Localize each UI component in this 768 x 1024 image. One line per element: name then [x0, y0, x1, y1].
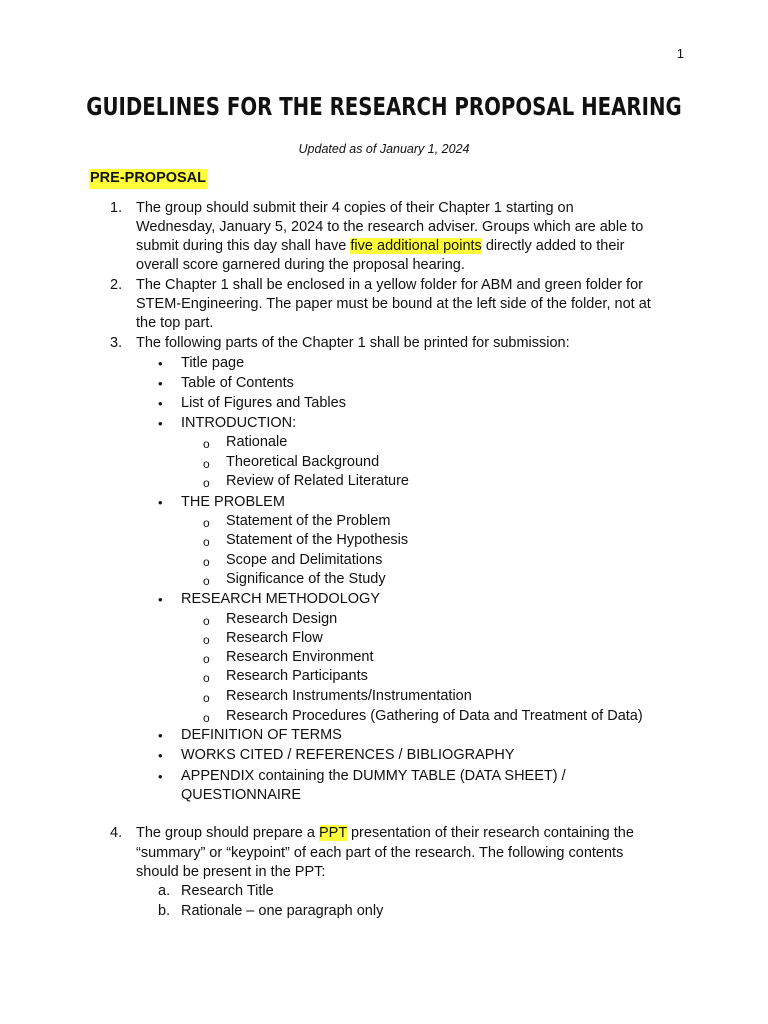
sub-list-item: Scope and Delimitations — [226, 552, 383, 568]
list-item: Title page — [181, 355, 245, 371]
sub-list-item: Research Participants — [226, 668, 368, 684]
bullet-marker: • — [158, 592, 163, 607]
bullet-marker: • — [158, 356, 163, 371]
item-number: 3. — [110, 335, 123, 351]
section-heading: PRE-PROPOSAL — [89, 169, 207, 189]
item-text-line: Wednesday, January 5, 2024 to the research adviser. Groups which are able to — [136, 219, 644, 235]
sub-bullet-marker: o — [203, 535, 210, 549]
bullet-marker: • — [158, 748, 163, 763]
sub-item-letter: a. — [158, 883, 171, 899]
sub-list-item: Statement of the Problem — [226, 513, 391, 529]
sub-bullet-marker: o — [203, 614, 210, 628]
item-text-line: The following parts of the Chapter 1 shall be printed for submission: — [136, 335, 570, 351]
sub-list-item: Significance of the Study — [226, 571, 386, 587]
sub-bullet-marker: o — [203, 516, 210, 530]
list-item: APPENDIX containing the DUMMY TABLE (DATA SHEET) / — [181, 768, 566, 784]
sub-bullet-marker: o — [203, 633, 210, 647]
bullet-marker: • — [158, 728, 163, 743]
item-text-line: “summary” or “keypoint” of each part of the research. The following contents — [136, 845, 624, 861]
updated-date: Updated as of January 1, 2024 — [298, 142, 470, 156]
item-number: 1. — [110, 200, 123, 216]
item-text-line: STEM-Engineering. The paper must be bound at the left side of the folder, not at — [136, 296, 651, 312]
sub-list-item: Theoretical Background — [226, 454, 380, 470]
sub-list-item: Rationale — [226, 434, 288, 450]
sub-bullet-marker: o — [203, 711, 210, 725]
list-item: DEFINITION OF TERMS — [181, 727, 342, 743]
highlighted-text: PPT — [319, 825, 347, 841]
sub-list-item: Research Flow — [226, 630, 323, 646]
item-text-line: The Chapter 1 shall be enclosed in a yellow folder for ABM and green folder for — [136, 277, 643, 293]
list-item: WORKS CITED / REFERENCES / BIBLIOGRAPHY — [181, 747, 515, 763]
sub-list-item: Statement of the Hypothesis — [226, 532, 409, 548]
sub-bullet-marker: o — [203, 457, 210, 471]
list-item: RESEARCH METHODOLOGY — [181, 591, 380, 607]
sub-item-text: Research Title — [181, 883, 274, 899]
item-number: 4. — [110, 825, 123, 841]
sub-bullet-marker: o — [203, 652, 210, 666]
bullet-marker: • — [158, 769, 163, 784]
item-text-line: submit during this day shall have five additional points directly added to their — [136, 238, 625, 254]
sub-list-item: Research Design — [226, 611, 338, 627]
sub-item-letter: b. — [158, 903, 171, 919]
list-item: THE PROBLEM — [181, 494, 285, 510]
list-item-continuation: QUESTIONNAIRE — [181, 787, 302, 803]
sub-list-item: Research Instruments/Instrumentation — [226, 688, 472, 704]
bullet-marker: • — [158, 376, 163, 391]
sub-bullet-marker: o — [203, 555, 210, 569]
item-text-line: overall score garnered during the proposal hearing. — [136, 257, 465, 273]
sub-bullet-marker: o — [203, 574, 210, 588]
bullet-marker: • — [158, 396, 163, 411]
sub-bullet-marker: o — [203, 671, 210, 685]
sub-list-item: Research Environment — [226, 649, 374, 665]
list-item: List of Figures and Tables — [181, 395, 346, 411]
page-number: 1 — [676, 46, 684, 61]
bullet-marker: • — [158, 416, 163, 431]
list-item: INTRODUCTION: — [181, 415, 297, 431]
item-text-line: The group should prepare a PPT presentation of their research containing the — [136, 825, 634, 841]
highlighted-text: five additional points — [350, 238, 482, 254]
sub-bullet-marker: o — [203, 437, 210, 451]
sub-bullet-marker: o — [203, 691, 210, 705]
bullet-marker: • — [158, 495, 163, 510]
sub-list-item: Review of Related Literature — [226, 473, 409, 489]
sub-list-item: Research Procedures (Gathering of Data and Treatment of Data) — [226, 708, 643, 724]
item-number: 2. — [110, 277, 123, 293]
item-text-line: should be present in the PPT: — [136, 864, 326, 880]
item-text-line: the top part. — [136, 315, 214, 331]
document-title: GUIDELINES FOR THE RESEARCH PROPOSAL HEARING — [86, 92, 682, 121]
item-text-line: The group should submit their 4 copies of their Chapter 1 starting on — [136, 200, 574, 216]
list-item: Table of Contents — [181, 375, 294, 391]
sub-bullet-marker: o — [203, 476, 210, 490]
sub-item-text: Rationale – one paragraph only — [181, 903, 384, 919]
